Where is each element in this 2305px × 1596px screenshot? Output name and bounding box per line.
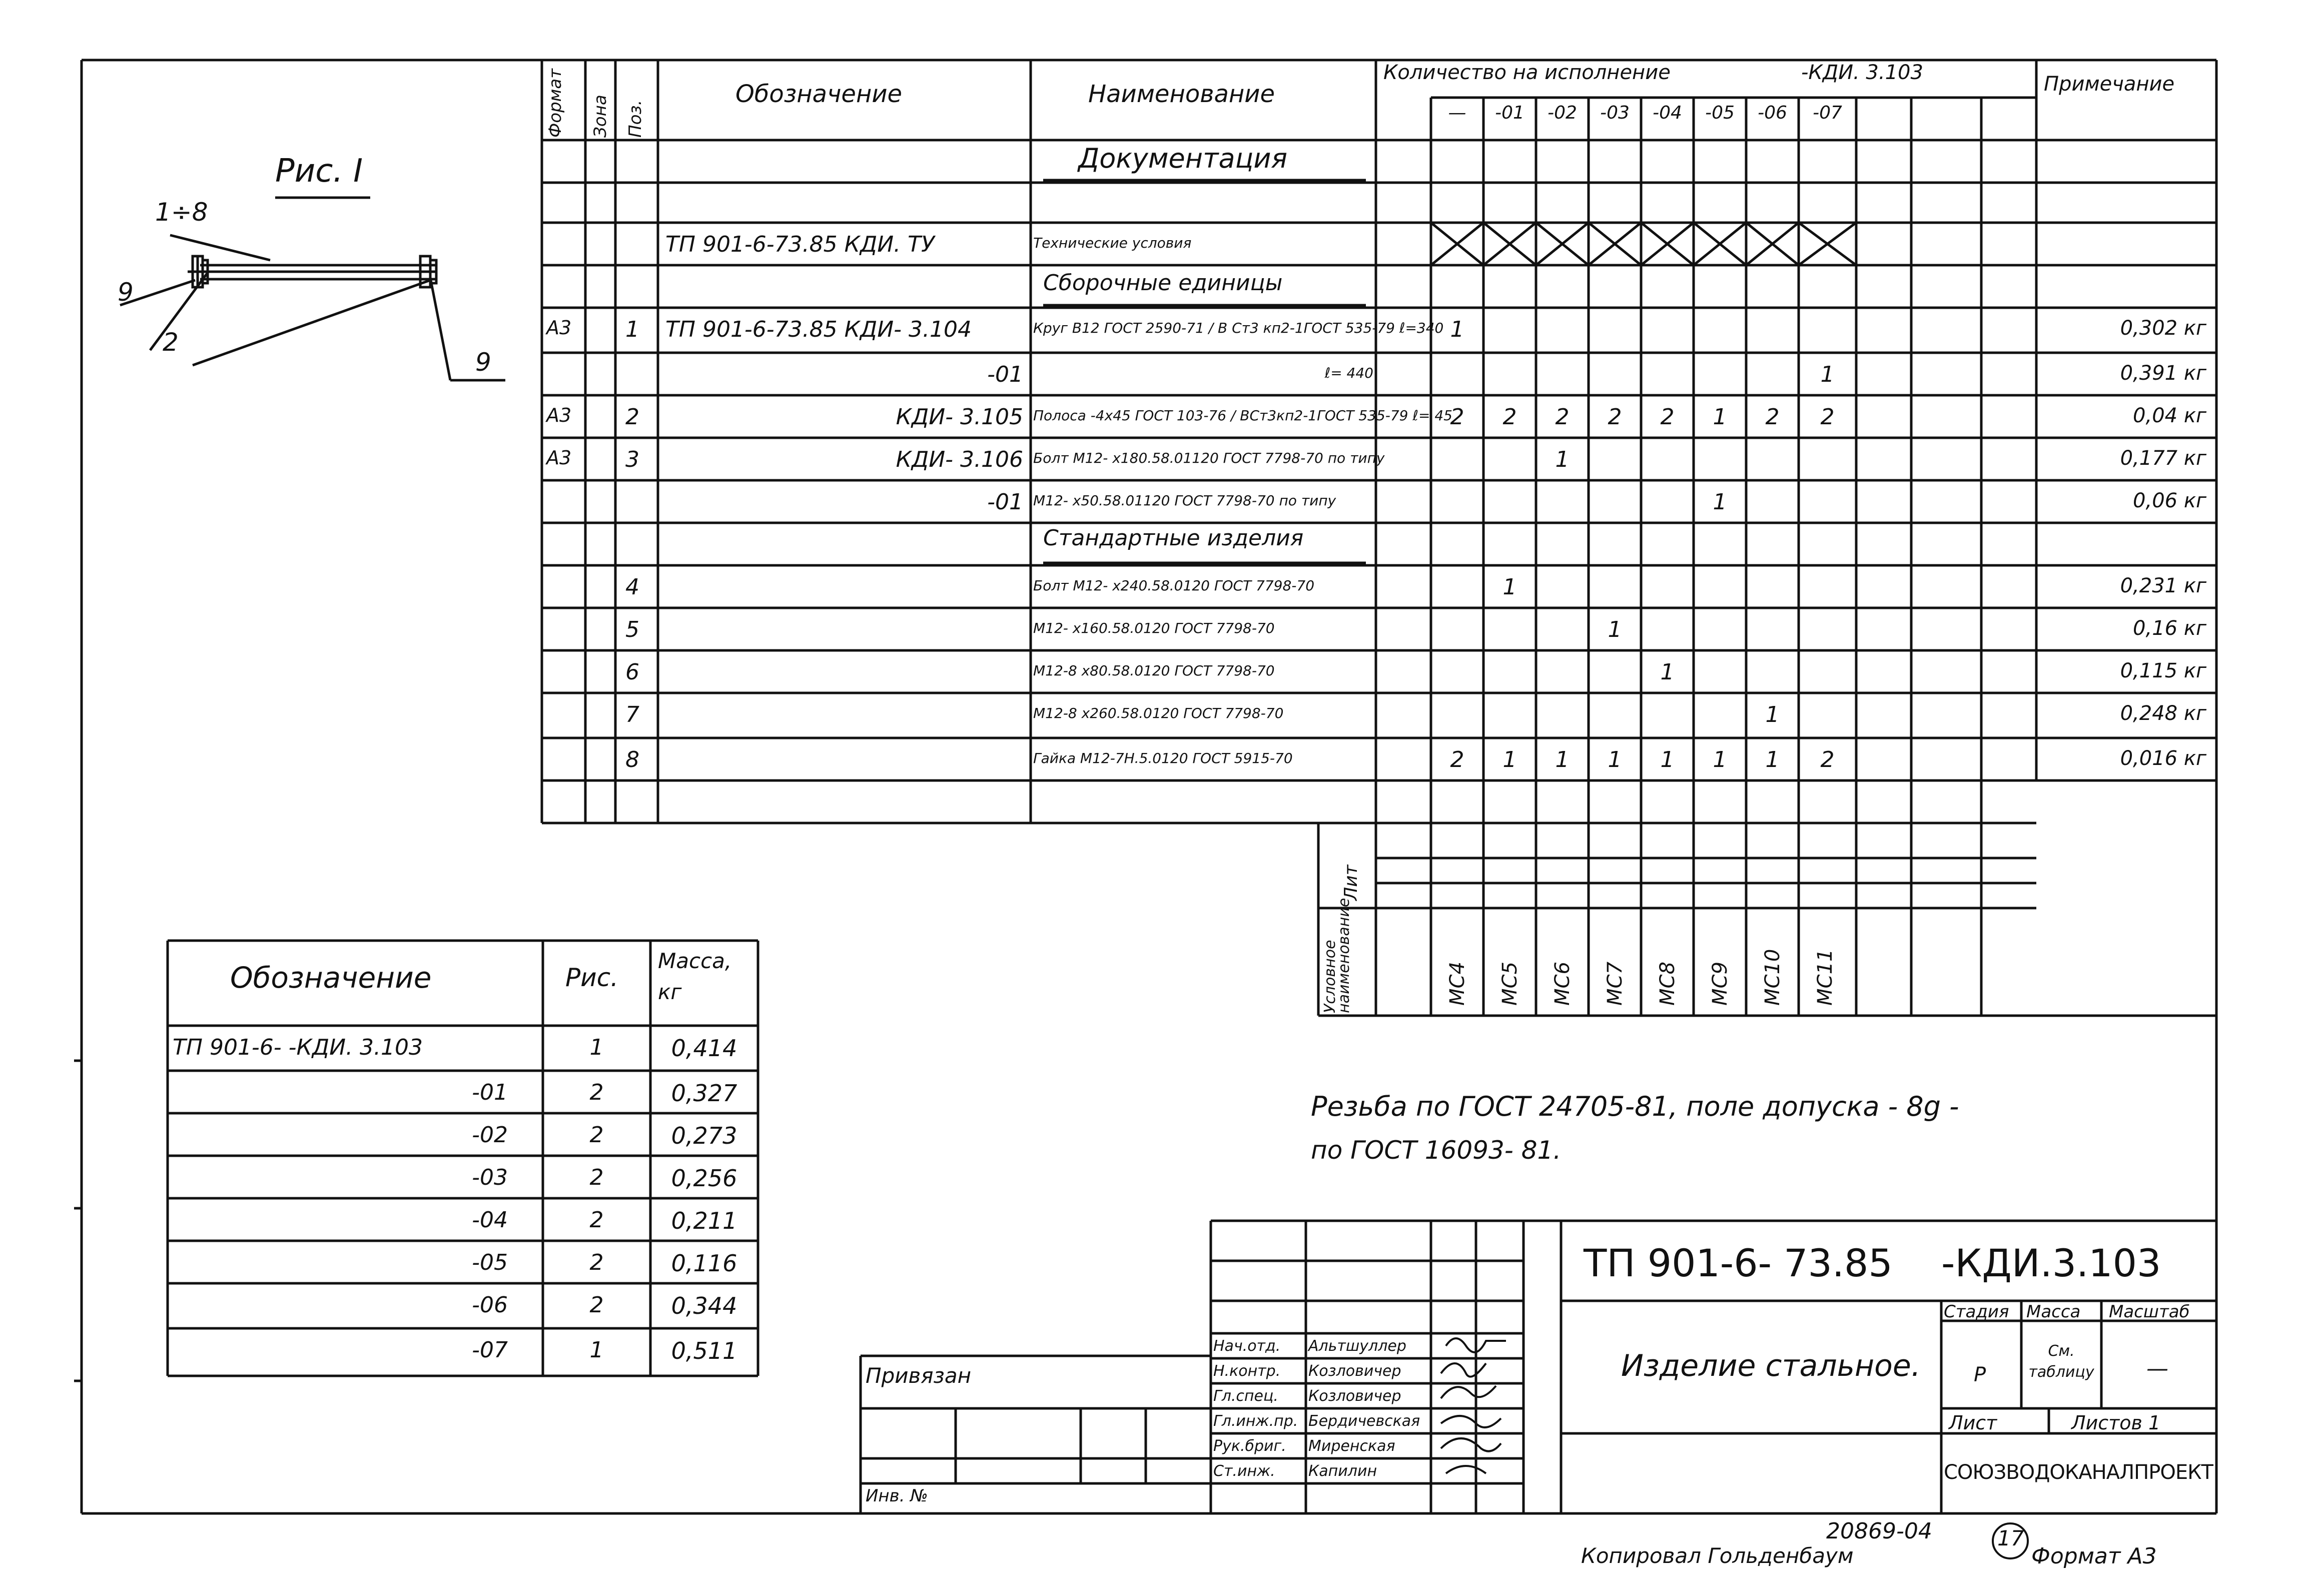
row-note: 0,177 кг bbox=[2120, 447, 2206, 470]
sheets-header: Листов 1 bbox=[2071, 1412, 2161, 1434]
row-note: 0,16 кг bbox=[2133, 617, 2206, 640]
variant-header: -02 bbox=[1548, 103, 1577, 123]
variant-header: -05 bbox=[1705, 103, 1735, 123]
row-qty: 1 bbox=[1713, 404, 1727, 430]
figure-label-9-left: 9 bbox=[118, 278, 134, 307]
mass-row-fig: 2 bbox=[589, 1250, 604, 1275]
row-designation: ТП 901-6-73.85 КДИ- 3.104 bbox=[665, 317, 972, 342]
row-note: 0,248 кг bbox=[2120, 702, 2206, 725]
row-name: Полоса -4х45 ГОСТ 103-76 / ВСт3кп2-1ГОСТ 535-79 ℓ= 45 bbox=[1033, 407, 1452, 424]
row-qty: 2 bbox=[1608, 404, 1622, 430]
header-format: Формат bbox=[545, 69, 565, 138]
cond-name: МС5 bbox=[1498, 962, 1521, 1006]
copied-by: Копировал Гольденбаум bbox=[1581, 1543, 1854, 1568]
cond-name: МС9 bbox=[1709, 962, 1732, 1006]
role-title: Нач.отд. bbox=[1213, 1337, 1281, 1355]
section-standard: Стандартные изделия bbox=[1043, 525, 1304, 551]
row-qty: 2 bbox=[1660, 404, 1675, 430]
row-qty: 1 bbox=[1502, 747, 1517, 772]
row-note: 0,115 кг bbox=[2120, 659, 2206, 682]
header-designation: Обозначение bbox=[735, 80, 903, 108]
mass-row-des: -03 bbox=[472, 1165, 508, 1190]
sheet-header: Лист bbox=[1949, 1412, 1997, 1434]
role-name: Капилин bbox=[1308, 1462, 1377, 1480]
row-qty: 2 bbox=[1820, 404, 1835, 430]
row-pos: 6 bbox=[625, 659, 639, 685]
cond-name: МС10 bbox=[1761, 949, 1784, 1006]
mass-head-des: Обозначение bbox=[230, 961, 432, 995]
item-name: Изделие стальное. bbox=[1621, 1348, 1921, 1383]
role-title: Рук.бриг. bbox=[1213, 1437, 1286, 1455]
variant-header: -06 bbox=[1758, 103, 1787, 123]
row-qty: 1 bbox=[1765, 702, 1780, 727]
figure-label-2: 2 bbox=[163, 328, 179, 357]
mass-row-des: -04 bbox=[472, 1207, 508, 1233]
mass-row-des: -05 bbox=[472, 1250, 508, 1275]
section-documentation: Документация bbox=[1078, 143, 1287, 174]
mass-row-mass: 0,344 bbox=[671, 1292, 737, 1319]
section-assemblies: Сборочные единицы bbox=[1043, 270, 1283, 296]
row-name: Круг В12 ГОСТ 2590-71 / В Ст3 кп2-1ГОСТ 535-79 ℓ=340 bbox=[1033, 320, 1444, 336]
row-name: М12-8 х80.58.0120 ГОСТ 7798-70 bbox=[1033, 662, 1275, 679]
row-qty: 2 bbox=[1765, 404, 1780, 430]
mass-row-des: -07 bbox=[472, 1337, 508, 1363]
role-name: Козловичер bbox=[1308, 1387, 1401, 1405]
row-format: А3 bbox=[546, 404, 572, 426]
row-qty: 1 bbox=[1820, 362, 1835, 387]
variant-header: -04 bbox=[1653, 103, 1682, 123]
mass-row-fig: 2 bbox=[589, 1165, 604, 1190]
row-note: 0,231 кг bbox=[2120, 574, 2206, 597]
row-qty: 1 bbox=[1660, 747, 1675, 772]
row-qty: 1 bbox=[1608, 617, 1622, 642]
row-name: ℓ= 440 bbox=[1324, 365, 1373, 381]
figure-title: Рис. I bbox=[275, 153, 363, 190]
row-name: Гайка М12-7Н.5.0120 ГОСТ 5915-70 bbox=[1033, 750, 1293, 766]
footer-code: 20869-04 bbox=[1826, 1518, 1932, 1544]
format-label: Формат А3 bbox=[2031, 1543, 2157, 1569]
row-qty: 2 bbox=[1502, 404, 1517, 430]
stage-value: Р bbox=[1974, 1363, 1986, 1386]
row-format: А3 bbox=[546, 447, 572, 469]
row-note: 0,04 кг bbox=[2133, 404, 2206, 427]
mass-row-fig: 2 bbox=[589, 1292, 604, 1318]
role-name: Бердичевская bbox=[1308, 1412, 1420, 1430]
row-qty: 1 bbox=[1713, 747, 1727, 772]
header-pos: Поз. bbox=[625, 100, 645, 138]
row-qty: 1 bbox=[1608, 747, 1622, 772]
lit-label: Лит bbox=[1341, 865, 1361, 901]
role-title: Ст.инж. bbox=[1213, 1462, 1275, 1480]
row-name: М12- х50.58.01120 ГОСТ 7798-70 по типу bbox=[1033, 492, 1336, 509]
mass-head-mass: Масса, кг bbox=[658, 949, 732, 1004]
row-designation: КДИ- 3.106 bbox=[896, 447, 1023, 472]
mass-row-fig: 2 bbox=[589, 1122, 604, 1148]
stage-header: Стадия bbox=[1944, 1302, 2009, 1322]
row-qty: 1 bbox=[1555, 447, 1570, 472]
mass-header: Масса bbox=[2026, 1302, 2081, 1322]
row-pos: 7 bbox=[625, 702, 639, 727]
row-pos: 3 bbox=[625, 447, 639, 472]
mass-row-des: -06 bbox=[472, 1292, 508, 1318]
mass-row-mass: 0,511 bbox=[671, 1337, 737, 1364]
cond-name: МС8 bbox=[1656, 962, 1679, 1006]
role-title: Гл.инж.пр. bbox=[1213, 1412, 1298, 1430]
header-qty-title: Количество на исполнение bbox=[1383, 61, 1671, 84]
sheet-number: 17 bbox=[1997, 1526, 2024, 1550]
note-line-2: по ГОСТ 16093- 81. bbox=[1311, 1136, 1562, 1165]
header-name: Наименование bbox=[1088, 80, 1275, 108]
row-pos: 5 bbox=[625, 617, 639, 642]
row-qty: 1 bbox=[1555, 747, 1570, 772]
row-name: Технические условия bbox=[1033, 235, 1192, 251]
row-pos: 4 bbox=[625, 574, 639, 600]
variant-header: — bbox=[1448, 103, 1466, 123]
row-designation: -01 bbox=[987, 362, 1023, 387]
doc-suffix: -КДИ.3.103 bbox=[1941, 1241, 2161, 1285]
row-pos: 2 bbox=[625, 404, 639, 430]
row-note: 0,391 кг bbox=[2120, 362, 2206, 385]
row-name: Болт М12- х180.58.01120 ГОСТ 7798-70 по типу bbox=[1033, 450, 1385, 466]
row-name: М12-8 х260.58.0120 ГОСТ 7798-70 bbox=[1033, 705, 1284, 721]
row-designation: -01 bbox=[987, 489, 1023, 515]
figure-label-9-right: 9 bbox=[475, 348, 491, 377]
row-qty: 2 bbox=[1450, 404, 1464, 430]
mass-row-fig: 1 bbox=[589, 1337, 604, 1363]
header-zone: Зона bbox=[590, 95, 610, 138]
row-qty: 2 bbox=[1820, 747, 1835, 772]
mass-row-fig: 2 bbox=[589, 1080, 604, 1105]
privyazan: Привязан bbox=[866, 1363, 972, 1388]
role-name: Козловичер bbox=[1308, 1362, 1401, 1380]
role-name: Миренская bbox=[1308, 1437, 1395, 1455]
mass-row-mass: 0,116 bbox=[671, 1250, 737, 1277]
figure-label-1to8: 1÷8 bbox=[155, 198, 208, 227]
mass-row-mass: 0,273 bbox=[671, 1122, 737, 1149]
row-qty: 1 bbox=[1765, 747, 1780, 772]
note-line-1: Резьба по ГОСТ 24705-81, поле допуска - 8g - bbox=[1311, 1091, 1959, 1122]
mass-row-des: -02 bbox=[472, 1122, 508, 1148]
mass-row-des: ТП 901-6- -КДИ. 3.103 bbox=[173, 1035, 423, 1060]
row-qty: 2 bbox=[1555, 404, 1570, 430]
mass-row-mass: 0,327 bbox=[671, 1080, 737, 1107]
mass-row-fig: 1 bbox=[589, 1035, 604, 1060]
org-name: СОЮЗВОДОКАНАЛПРОЕКТ bbox=[1944, 1461, 2213, 1484]
mass-row-mass: 0,211 bbox=[671, 1207, 737, 1234]
mass-head-fig: Рис. bbox=[565, 963, 619, 992]
cond-label: Условное наименование bbox=[1321, 898, 1353, 1013]
mass-row-mass: 0,414 bbox=[671, 1035, 737, 1062]
row-designation: ТП 901-6-73.85 КДИ. ТУ bbox=[665, 232, 935, 257]
mass-value: См. таблицу bbox=[2028, 1342, 2094, 1381]
cond-name: МС7 bbox=[1604, 962, 1627, 1006]
row-pos: 1 bbox=[625, 317, 639, 342]
row-note: 0,016 кг bbox=[2120, 747, 2206, 770]
cond-name: МС6 bbox=[1551, 962, 1574, 1006]
row-qty: 1 bbox=[1713, 489, 1727, 515]
row-format: А3 bbox=[546, 317, 572, 339]
header-note: Примечание bbox=[2044, 73, 2175, 96]
mass-row-des: -01 bbox=[472, 1080, 508, 1105]
variant-header: -07 bbox=[1813, 103, 1842, 123]
role-title: Гл.спец. bbox=[1213, 1387, 1278, 1405]
variant-header: -03 bbox=[1600, 103, 1630, 123]
row-qty: 1 bbox=[1660, 659, 1675, 685]
row-note: 0,302 кг bbox=[2120, 317, 2206, 340]
row-note: 0,06 кг bbox=[2133, 489, 2206, 512]
row-qty: 1 bbox=[1502, 574, 1517, 600]
row-pos: 8 bbox=[625, 747, 639, 772]
row-name: Болт М12- х240.58.0120 ГОСТ 7798-70 bbox=[1033, 577, 1315, 594]
row-name: М12- х160.58.0120 ГОСТ 7798-70 bbox=[1033, 620, 1275, 636]
row-qty: 2 bbox=[1450, 747, 1464, 772]
mass-row-mass: 0,256 bbox=[671, 1165, 737, 1192]
row-designation: КДИ- 3.105 bbox=[896, 404, 1023, 430]
cond-name: МС11 bbox=[1814, 949, 1837, 1006]
scale-value: — bbox=[2146, 1356, 2168, 1381]
row-qty: 1 bbox=[1450, 317, 1464, 342]
cond-name: МС4 bbox=[1446, 962, 1469, 1006]
mass-row-fig: 2 bbox=[589, 1207, 604, 1233]
header-qty-code: -КДИ. 3.103 bbox=[1801, 61, 1923, 84]
scale-header: Масштаб bbox=[2109, 1302, 2190, 1322]
doc-code: ТП 901-6- 73.85 bbox=[1584, 1241, 1893, 1285]
inv-label: Инв. № bbox=[866, 1486, 928, 1506]
variant-header: -01 bbox=[1495, 103, 1524, 123]
role-name: Альтшуллер bbox=[1308, 1337, 1406, 1355]
role-title: Н.контр. bbox=[1213, 1362, 1281, 1380]
